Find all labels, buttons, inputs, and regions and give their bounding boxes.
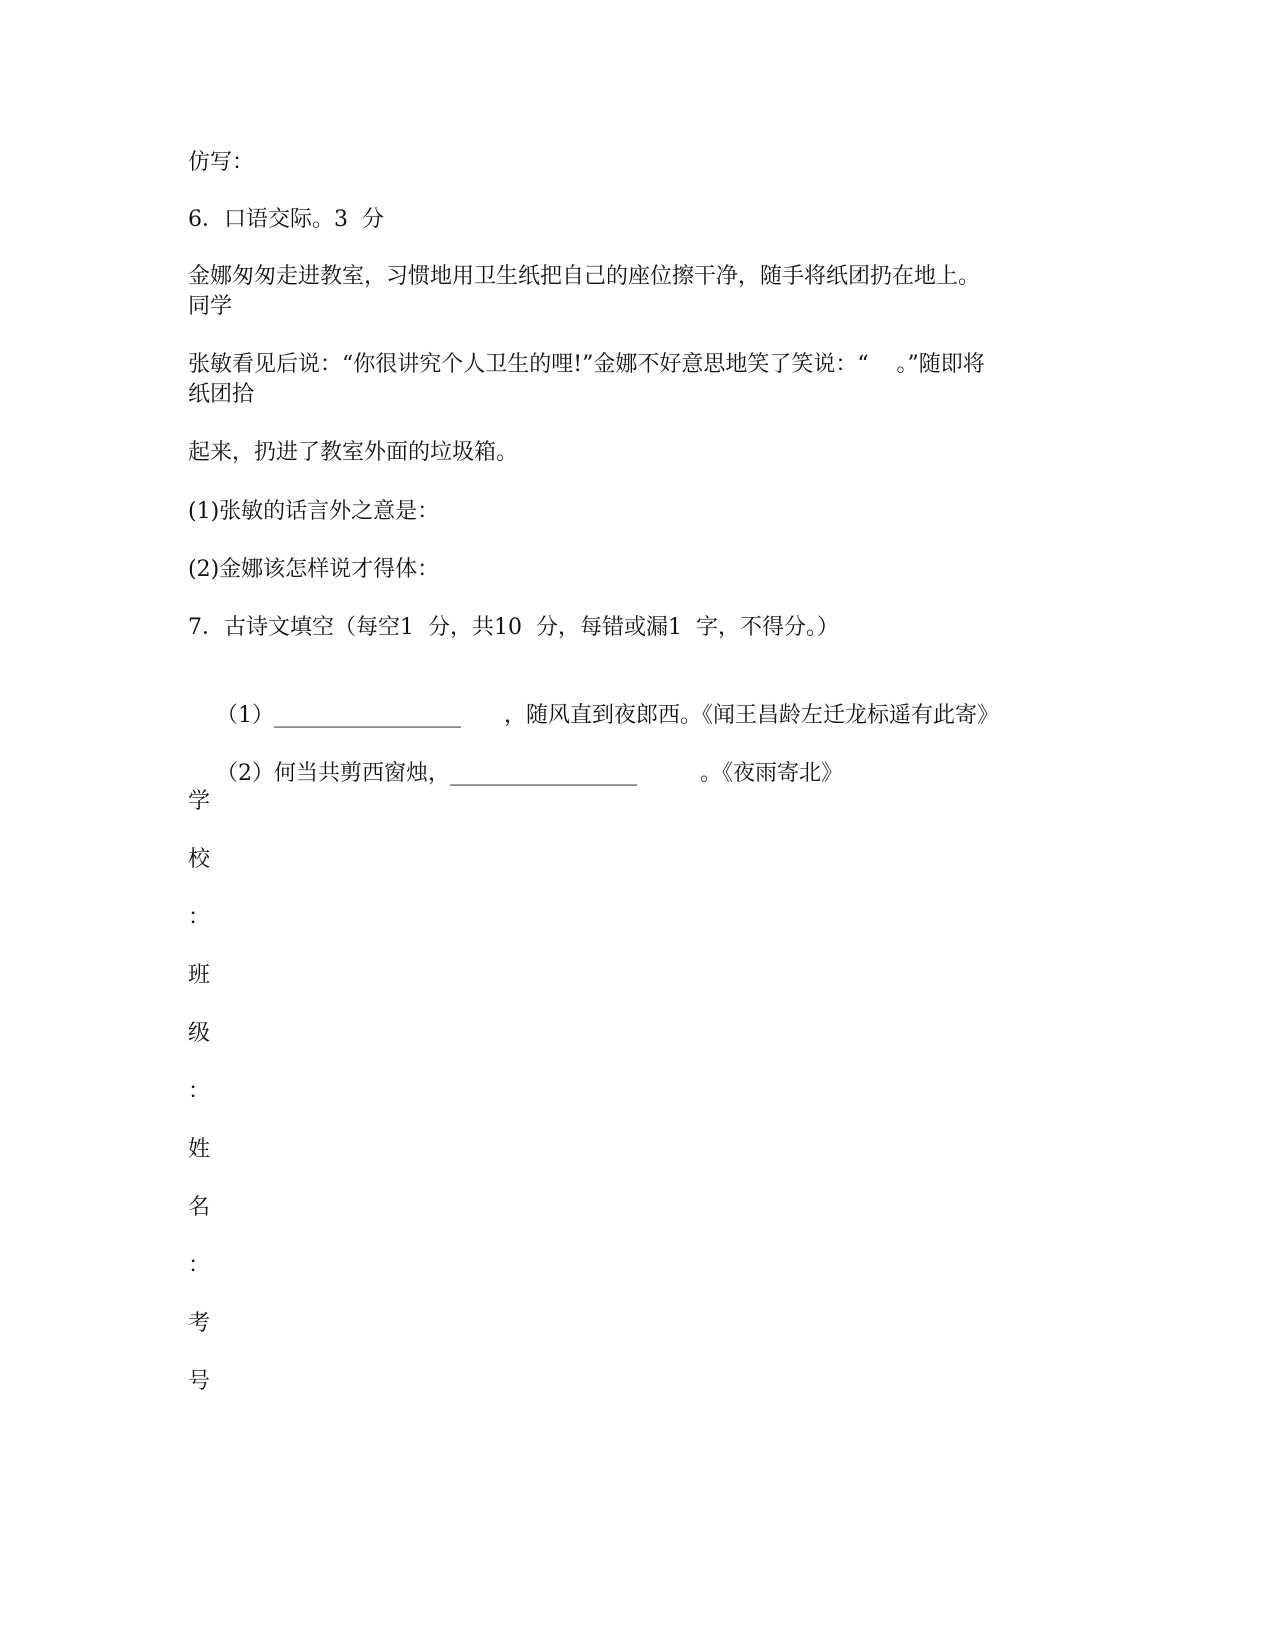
q7-item2-blank[interactable]: _________________ xyxy=(449,761,637,786)
margin-colon-2: ： xyxy=(188,1079,211,1104)
margin-char-kao: 考 xyxy=(188,1311,211,1336)
q6-para3: 起来，扔进了教室外面的垃圾箱。 xyxy=(188,440,519,465)
margin-char-hao: 号 xyxy=(188,1369,211,1394)
margin-char-ban: 班 xyxy=(188,963,211,988)
q7-item2 xyxy=(188,729,843,819)
margin-colon-1: ： xyxy=(188,905,211,930)
margin-char-xue: 学 xyxy=(188,789,211,814)
q7-item2-prefix: （2）何当共剪西窗烛， xyxy=(215,761,450,786)
imitate-label: 仿写： xyxy=(188,150,255,175)
q6-para1-line1: 金娜匆匆走进教室，习惯地用卫生纸把自己的座位擦干净，随手将纸团扔在地上。 xyxy=(188,264,981,289)
q7-item1-prefix: （1） xyxy=(215,703,274,728)
q7-heading: 7．古诗文填空（每空1 分，共10 分，每错或漏1 字，不得分。） xyxy=(188,615,839,640)
q6-sub2: (2)金娜该怎样说才得体： xyxy=(188,557,440,582)
margin-colon-3: ： xyxy=(188,1253,211,1278)
margin-char-ming: 名 xyxy=(188,1195,211,1220)
q7-item2-suffix: 。《夜雨寄北》 xyxy=(699,761,843,786)
q6-sub1: (1)张敏的话言外之意是： xyxy=(188,499,440,524)
margin-char-xiao: 校 xyxy=(188,847,211,872)
q6-heading: 6．口语交际。3 分 xyxy=(188,207,384,232)
q6-para1-line2: 同学 xyxy=(188,294,233,319)
margin-char-ji: 级 xyxy=(188,1021,211,1046)
q6-para2-line2: 纸团拾 xyxy=(188,382,255,407)
q7-item1-suffix: ，随风直到夜郎西。《闻王昌龄左迁龙标遥有此寄》 xyxy=(503,703,999,728)
margin-char-xing: 姓 xyxy=(188,1137,211,1162)
q6-para2-line1: 张敏看见后说：“你很讲究个人卫生的哩!”金娜不好意思地笑了笑说：“ 。”随即将 xyxy=(188,352,985,377)
q7-item1-blank[interactable]: _________________ xyxy=(273,703,461,728)
